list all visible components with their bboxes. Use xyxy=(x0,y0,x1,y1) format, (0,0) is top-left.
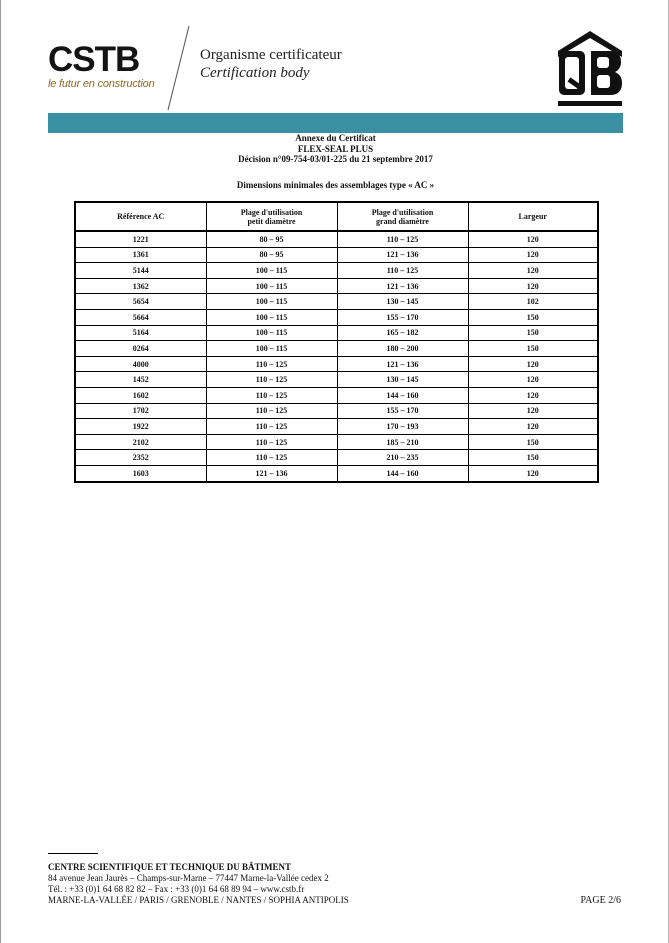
table-cell: 5144 xyxy=(75,263,206,279)
table-row xyxy=(75,309,598,325)
footer-rule xyxy=(48,853,98,854)
table-cell: 1702 xyxy=(75,403,206,419)
table-cell: 102 xyxy=(468,294,598,310)
table-cell: 110 – 125 xyxy=(206,450,337,466)
table-row xyxy=(75,247,598,263)
table-row xyxy=(75,450,598,466)
table-cell: 5164 xyxy=(75,325,206,341)
table-cell: 130 – 145 xyxy=(337,372,468,388)
page-left-edge xyxy=(0,0,1,943)
table-cell: 120 xyxy=(468,263,598,279)
table-row xyxy=(75,403,598,419)
org-block xyxy=(200,47,342,82)
org-line-en: Certification body xyxy=(200,65,310,81)
table-cell: 120 xyxy=(468,231,598,247)
table-cell: 110 – 125 xyxy=(337,263,468,279)
table-cell: 121 – 136 xyxy=(337,278,468,294)
table-cell: 170 – 193 xyxy=(337,419,468,435)
table-cell: 1452 xyxy=(75,372,206,388)
table-cell: 1922 xyxy=(75,419,206,435)
header-reference: Référence AC xyxy=(75,202,206,231)
table-cell: 80 – 95 xyxy=(206,231,337,247)
table-row xyxy=(75,278,598,294)
table-cell: 121 – 136 xyxy=(206,465,337,481)
cstb-logo xyxy=(48,42,168,92)
table-cell: 130 – 145 xyxy=(337,294,468,310)
table-row xyxy=(75,372,598,388)
header-small-diameter: Plage d'utilisation petit diamètre xyxy=(206,202,337,231)
header-slash-divider xyxy=(165,26,193,112)
annex-title: Annexe du Certificat xyxy=(295,133,376,143)
table-cell: 150 xyxy=(468,434,598,450)
table-cell: 150 xyxy=(468,450,598,466)
table-row xyxy=(75,294,598,310)
decision-reference: Décision n°09-754-03/01-225 du 21 septembre 2017 xyxy=(238,154,433,164)
logo-tagline: le futur en construction xyxy=(48,78,155,90)
table-cell: 144 – 160 xyxy=(337,387,468,403)
table-cell: 185 – 210 xyxy=(337,434,468,450)
table-cell: 5654 xyxy=(75,294,206,310)
table-cell: 1603 xyxy=(75,465,206,481)
table-row xyxy=(75,387,598,403)
table-cell: 150 xyxy=(468,325,598,341)
table-cell: 155 – 170 xyxy=(337,403,468,419)
table-row xyxy=(75,356,598,372)
header-width: Largeur xyxy=(468,202,598,231)
table-cell: 0264 xyxy=(75,341,206,357)
table-cell: 121 – 136 xyxy=(337,356,468,372)
footer-sites: MARNE-LA-VALLÉE / PARIS / GRENOBLE / NANTES / SOPHIA ANTIPOLIS xyxy=(48,895,349,905)
table-cell: 165 – 182 xyxy=(337,325,468,341)
table-cell: 100 – 115 xyxy=(206,278,337,294)
header-color-band xyxy=(48,113,623,133)
footer-org-name: CENTRE SCIENTIFIQUE ET TECHNIQUE DU BÂTIMENT xyxy=(48,862,291,872)
page-number: PAGE 2/6 xyxy=(580,895,621,906)
table-cell: 120 xyxy=(468,247,598,263)
table-cell: 120 xyxy=(468,403,598,419)
table-header-row xyxy=(75,202,598,231)
footer-contact: Tél. : +33 (0)1 64 68 82 82 – Fax : +33 (0)1 64 68 89 94 – www.cstb.fr xyxy=(48,884,305,894)
qb-logo-label: QB xyxy=(556,29,558,30)
table-cell: 110 – 125 xyxy=(206,434,337,450)
table-cell: 1602 xyxy=(75,387,206,403)
table-cell: 2352 xyxy=(75,450,206,466)
table-cell: 100 – 115 xyxy=(206,263,337,279)
table-cell: 110 – 125 xyxy=(206,419,337,435)
annex-title-block xyxy=(48,133,623,165)
table-cell: 120 xyxy=(468,465,598,481)
table-cell: 150 xyxy=(468,341,598,357)
product-name: FLEX-SEAL PLUS xyxy=(297,143,374,154)
qb-logo xyxy=(556,29,624,109)
table-cell: 155 – 170 xyxy=(337,309,468,325)
table-row xyxy=(75,263,598,279)
table-cell: 120 xyxy=(468,372,598,388)
table-row xyxy=(75,231,598,247)
table-caption: Dimensions minimales des assemblages type « AC » xyxy=(236,180,435,190)
table-cell: 120 xyxy=(468,387,598,403)
table-row xyxy=(75,465,598,481)
header-large-diameter: Plage d'utilisation grand diamètre xyxy=(337,202,468,231)
table-cell: 144 – 160 xyxy=(337,465,468,481)
table-cell: 80 – 95 xyxy=(206,247,337,263)
table-cell: 110 – 125 xyxy=(206,403,337,419)
table-cell: 110 – 125 xyxy=(206,356,337,372)
table-cell: 100 – 115 xyxy=(206,309,337,325)
table-cell: 121 – 136 xyxy=(337,247,468,263)
table-cell: 120 xyxy=(468,278,598,294)
table-cell: 1221 xyxy=(75,231,206,247)
table-cell: 120 xyxy=(468,419,598,435)
table-cell: 210 – 235 xyxy=(337,450,468,466)
table-cell: 110 – 125 xyxy=(206,372,337,388)
table-cell: 100 – 115 xyxy=(206,294,337,310)
dimensions-table xyxy=(74,201,599,483)
table-cell: 150 xyxy=(468,309,598,325)
table-cell: 1362 xyxy=(75,278,206,294)
table-cell: 4000 xyxy=(75,356,206,372)
table-cell: 100 – 115 xyxy=(206,341,337,357)
footer xyxy=(48,862,349,906)
table-cell: 2102 xyxy=(75,434,206,450)
logo-wordmark: CSTB xyxy=(48,40,140,79)
table-cell: 120 xyxy=(468,356,598,372)
table-row xyxy=(75,341,598,357)
table-cell: 110 – 125 xyxy=(206,387,337,403)
table-row xyxy=(75,419,598,435)
table-cell: 5664 xyxy=(75,309,206,325)
footer-address: 84 avenue Jean Jaurès – Champs-sur-Marne – 77447 Marne-la-Vallée cedex 2 xyxy=(48,873,329,883)
table-row xyxy=(75,434,598,450)
org-line-fr: Organisme certificateur xyxy=(200,47,342,63)
table-row xyxy=(75,325,598,341)
table-body xyxy=(75,231,598,482)
table-cell: 180 – 200 xyxy=(337,341,468,357)
table-cell: 1361 xyxy=(75,247,206,263)
table-cell: 110 – 125 xyxy=(337,231,468,247)
table-cell: 100 – 115 xyxy=(206,325,337,341)
